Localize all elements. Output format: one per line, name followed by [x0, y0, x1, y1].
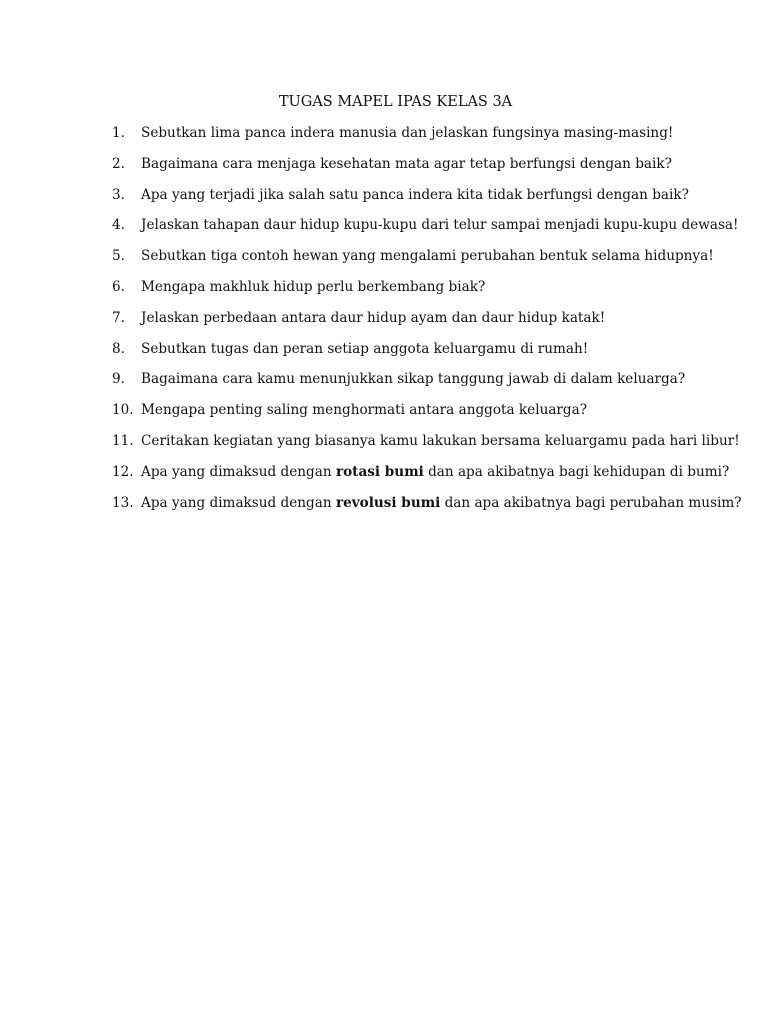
question-text — [141, 184, 689, 206]
question-text — [141, 153, 672, 175]
question-text-segment: Jelaskan tahapan daur hidup kupu-kupu dari telur sampai menjadi kupu-kupu dewasa! — [141, 217, 739, 234]
question-emphasis: rotasi bumi — [335, 463, 424, 480]
question-item — [110, 214, 750, 245]
question-number: 12. — [112, 463, 134, 480]
question-text — [141, 122, 673, 144]
question-emphasis: revolusi bumi — [335, 494, 441, 511]
question-text — [141, 276, 485, 298]
question-item — [110, 338, 750, 369]
question-text-segment: Ceritakan kegiatan yang biasanya kamu lakukan bersama keluargamu pada hari libur! — [141, 432, 740, 449]
question-number: 4. — [112, 217, 125, 234]
question-item — [110, 368, 750, 399]
question-text — [141, 368, 685, 390]
question-text-segment: Sebutkan tugas dan peran setiap anggota keluargamu di rumah! — [141, 340, 589, 357]
question-item — [110, 492, 750, 523]
question-item — [110, 245, 750, 276]
page-title: TUGAS MAPEL IPAS KELAS 3A — [278, 94, 513, 110]
question-number: 10. — [112, 402, 134, 419]
question-number: 9. — [112, 371, 125, 388]
question-item — [110, 184, 750, 215]
question-text — [141, 399, 587, 421]
question-number: 6. — [112, 278, 125, 295]
question-item — [110, 430, 750, 461]
question-text-segment: Bagaimana cara menjaga kesehatan mata agar tetap berfungsi dengan baik? — [141, 155, 672, 172]
question-text-segment: Sebutkan tiga contoh hewan yang mengalami perubahan bentuk selama hidupnya! — [141, 248, 714, 265]
question-text — [141, 430, 740, 452]
question-number: 1. — [112, 125, 125, 141]
question-item — [110, 153, 750, 184]
question-number: 11. — [112, 432, 134, 449]
question-number: 13. — [112, 494, 134, 511]
question-number: 5. — [112, 248, 125, 265]
question-text-segment: Sebutkan lima panca indera manusia dan jelaskan fungsinya masing-masing! — [141, 125, 674, 141]
question-text — [141, 492, 742, 514]
question-text-segment: Apa yang dimaksud dengan — [141, 463, 336, 480]
question-text-segment: Mengapa penting saling menghormati antara anggota keluarga? — [141, 402, 588, 419]
question-item — [110, 276, 750, 307]
question-item — [110, 307, 750, 338]
question-text-segment: Jelaskan perbedaan antara daur hidup ayam dan daur hidup katak! — [141, 309, 606, 326]
question-number: 7. — [112, 309, 125, 326]
question-list — [110, 122, 750, 522]
question-text-segment: Apa yang dimaksud dengan — [141, 494, 336, 511]
question-item — [110, 461, 750, 492]
question-text-segment: dan apa akibatnya bagi perubahan musim? — [440, 494, 742, 511]
question-text — [141, 245, 714, 267]
question-text-segment: dan apa akibatnya bagi kehidupan di bumi? — [423, 463, 730, 480]
question-item — [110, 122, 750, 153]
question-text-segment: Bagaimana cara kamu menunjukkan sikap tanggung jawab di dalam keluarga? — [141, 371, 686, 388]
question-text — [141, 461, 729, 483]
question-text — [141, 307, 605, 329]
question-number: 2. — [112, 155, 125, 172]
question-text-segment: Mengapa makhluk hidup perlu berkembang biak? — [141, 278, 486, 295]
question-text — [141, 338, 588, 360]
question-text-segment: Apa yang terjadi jika salah satu panca indera kita tidak berfungsi dengan baik? — [141, 186, 689, 203]
question-text — [141, 214, 739, 236]
question-number: 8. — [112, 340, 125, 357]
question-number: 3. — [112, 186, 125, 203]
question-item — [110, 399, 750, 430]
